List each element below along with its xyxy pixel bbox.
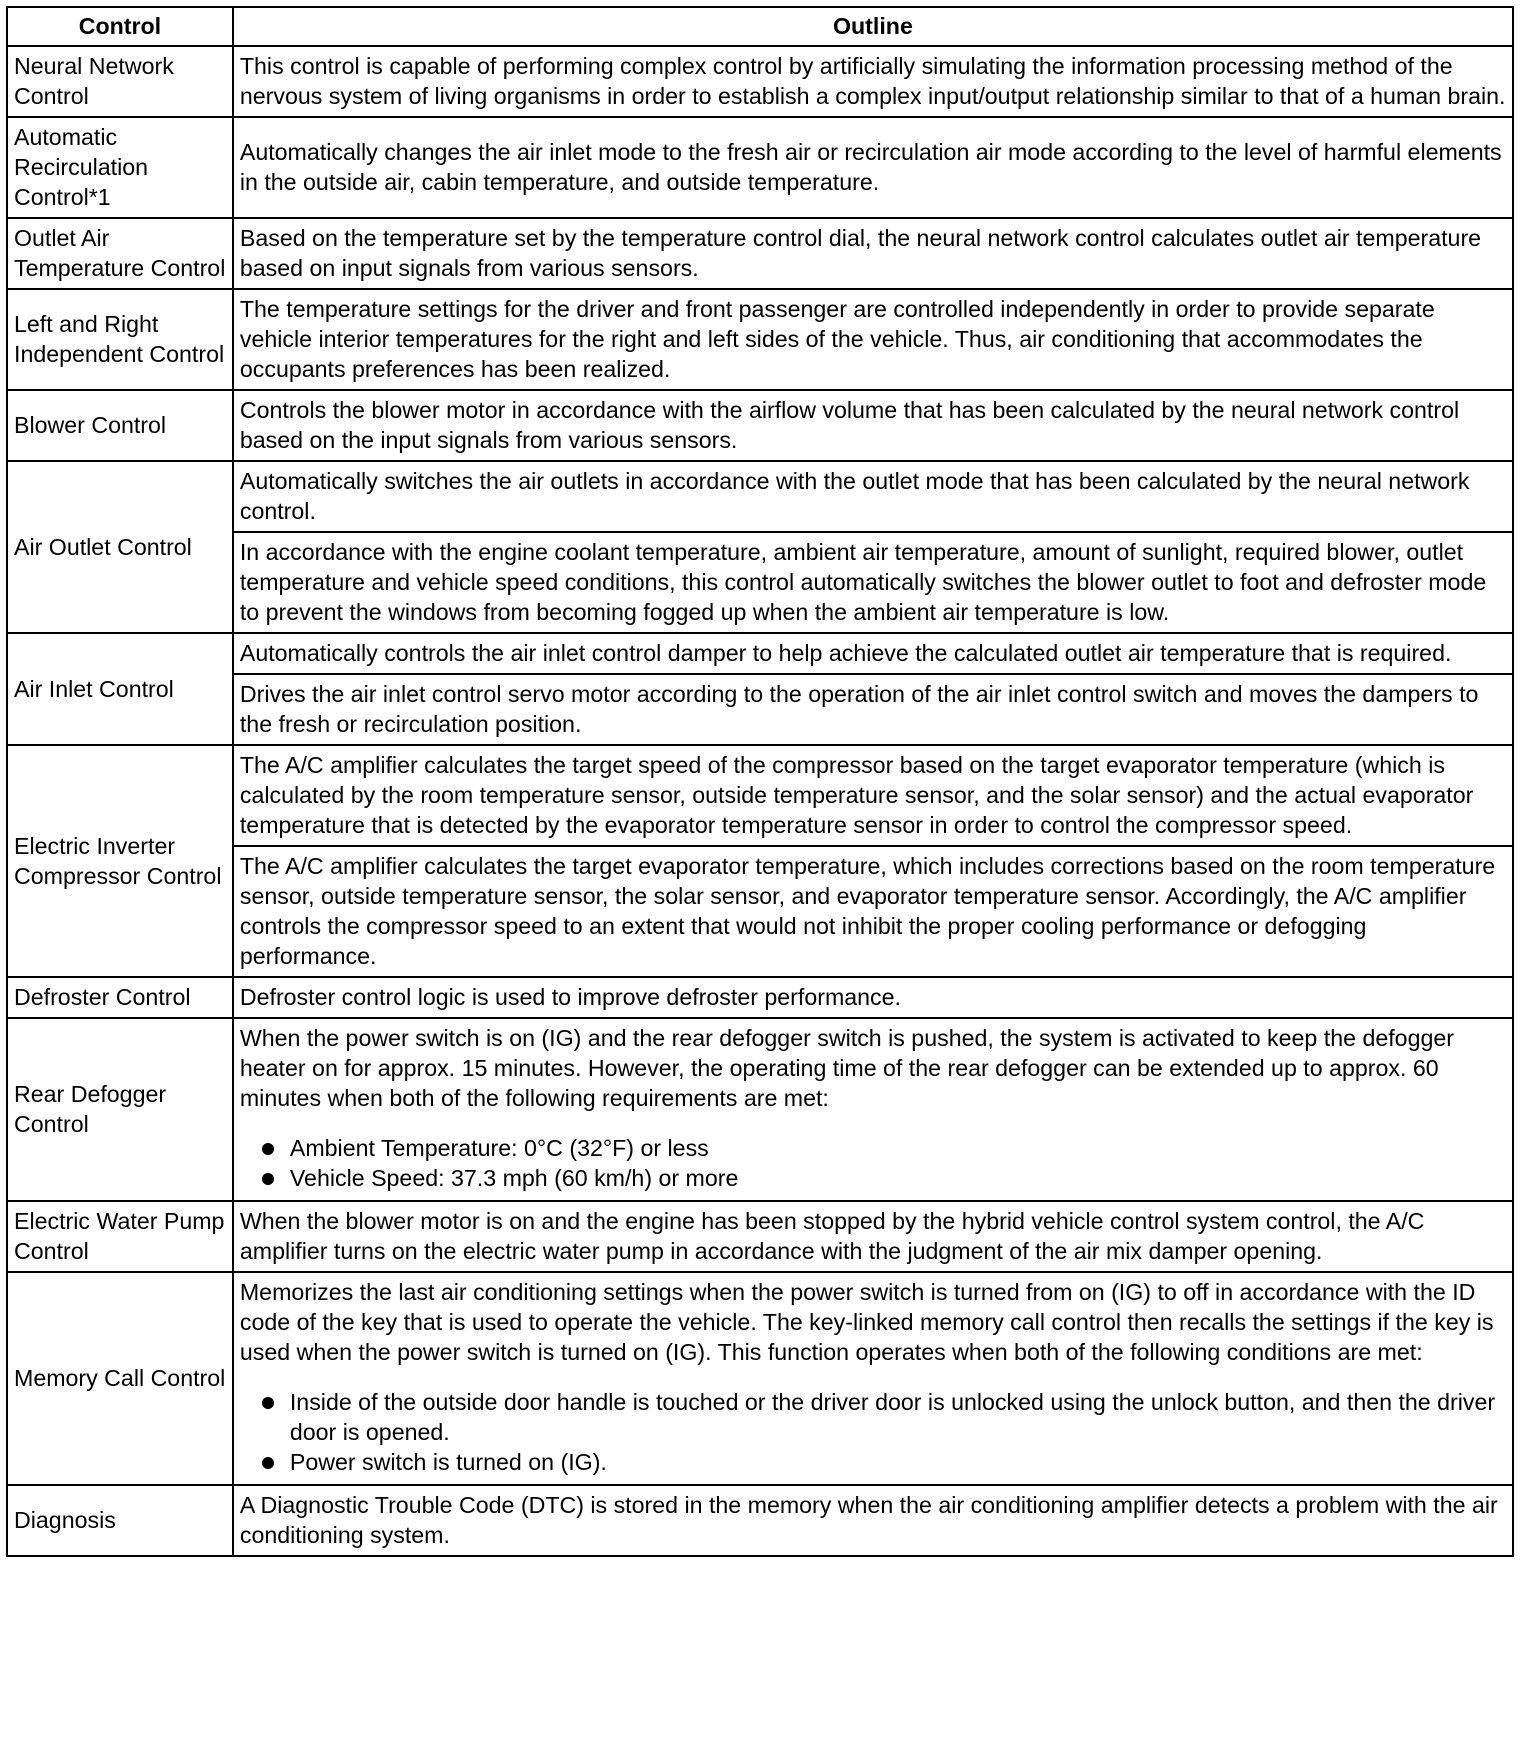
table-row bbox=[7, 1272, 1513, 1485]
table-row bbox=[7, 461, 1513, 532]
control-cell: Electric Inverter Compressor Control bbox=[7, 745, 233, 977]
table-row bbox=[7, 633, 1513, 674]
outline-cell bbox=[233, 977, 1513, 1018]
bullet-item: Ambient Temperature: 0°C (32°F) or less bbox=[262, 1133, 1506, 1163]
table-row bbox=[7, 117, 1513, 218]
control-cell: Automatic Recirculation Control*1 bbox=[7, 117, 233, 218]
outline-cell bbox=[233, 532, 1513, 633]
outline-text: When the blower motor is on and the engine has been stopped by the hybrid vehicle control system control, the A/C amplifier turns on the electric water pump in accordance with the judgment of the air mix damper opening. bbox=[239, 1208, 1425, 1264]
outline-cell bbox=[233, 1485, 1513, 1556]
outline-text: The A/C amplifier calculates the target evaporator temperature, which includes corrections based on the room temperature sensor, outside temperature sensor, the solar sensor, and evaporator temperature sensor. Accordingly, the A/C amplifier controls the compressor speed to an extent that would not inhibit the proper cooling performance or defogging performance. bbox=[239, 853, 1496, 969]
table-row bbox=[7, 1201, 1513, 1272]
table-row bbox=[7, 846, 1513, 977]
control-cell: Left and Right Independent Control bbox=[7, 289, 233, 390]
bullet-item: Inside of the outside door handle is touched or the driver door is unlocked using the unlock button, and then the driver door is opened. bbox=[262, 1387, 1506, 1447]
outline-cell bbox=[233, 46, 1513, 117]
table-row bbox=[7, 1018, 1513, 1201]
header-outline: Outline bbox=[233, 7, 1513, 46]
control-cell: Memory Call Control bbox=[7, 1272, 233, 1485]
outline-cell bbox=[233, 117, 1513, 218]
table-row bbox=[7, 977, 1513, 1018]
control-cell: Rear Defogger Control bbox=[7, 1018, 233, 1201]
outline-text: Based on the temperature set by the temperature control dial, the neural network control calculates outlet air temperature based on input signals from various sensors. bbox=[239, 225, 1482, 281]
table-row bbox=[7, 390, 1513, 461]
outline-cell bbox=[233, 674, 1513, 745]
outline-text: When the power switch is on (IG) and the rear defogger switch is pushed, the system is activated to keep the defogger heater on for approx. 15 minutes. However, the operating time of the rear defogger can be extended up to approx. 60 minutes when both of the following requirements are met: bbox=[239, 1025, 1454, 1111]
table-row bbox=[7, 46, 1513, 117]
outline-cell bbox=[233, 461, 1513, 532]
control-cell: Blower Control bbox=[7, 390, 233, 461]
outline-cell bbox=[233, 289, 1513, 390]
control-cell: Electric Water Pump Control bbox=[7, 1201, 233, 1272]
outline-cell bbox=[233, 1272, 1513, 1485]
table-row bbox=[7, 289, 1513, 390]
outline-text: Controls the blower motor in accordance with the airflow volume that has been calculated by the neural network control based on the input signals from various sensors. bbox=[239, 397, 1460, 453]
outline-text: The temperature settings for the driver and front passenger are controlled independently in order to provide separate vehicle interior temperatures for the right and left sides of the vehicle. Thus, air conditioning that accommodates the occupants preferences has been realized. bbox=[239, 296, 1435, 382]
outline-text: Drives the air inlet control servo motor according to the operation of the air inlet control switch and moves the dampers to the fresh or recirculation position. bbox=[239, 681, 1479, 737]
control-cell: Neural Network Control bbox=[7, 46, 233, 117]
table-row bbox=[7, 532, 1513, 633]
control-cell: Defroster Control bbox=[7, 977, 233, 1018]
control-cell: Outlet Air Temperature Control bbox=[7, 218, 233, 289]
outline-cell bbox=[233, 390, 1513, 461]
outline-text: The A/C amplifier calculates the target speed of the compressor based on the target evaporator temperature (which is calculated by the room temperature sensor, outside temperature sensor, and the solar sensor) and the actual evaporator temperature that is detected by the evaporator temperature sensor in order to control the compressor speed. bbox=[239, 752, 1474, 838]
table-row bbox=[7, 674, 1513, 745]
document-page bbox=[6, 6, 1514, 1557]
table-row bbox=[7, 745, 1513, 846]
outline-cell bbox=[233, 846, 1513, 977]
outline-text: A Diagnostic Trouble Code (DTC) is stored in the memory when the air conditioning amplifier detects a problem with the air conditioning system. bbox=[239, 1492, 1498, 1548]
outline-text: Memorizes the last air conditioning settings when the power switch is turned from on (IG) to off in accordance with the ID code of the key that is used to operate the vehicle. The key-linked memory call control then recalls the settings if the key is used when the power switch is turned on (IG). This function operates when both of the following conditions are met: bbox=[239, 1279, 1494, 1365]
outline-text: This control is capable of performing complex control by artificially simulating the information processing method of the nervous system of living organisms in order to establish a complex input/output relationship similar to that of a human brain. bbox=[239, 53, 1506, 109]
outline-text: Defroster control logic is used to improve defroster performance. bbox=[239, 984, 901, 1010]
controls-table bbox=[6, 6, 1514, 1557]
bullet-item: Vehicle Speed: 37.3 mph (60 km/h) or more bbox=[262, 1163, 1506, 1193]
outline-text: In accordance with the engine coolant temperature, ambient air temperature, amount of sunlight, required blower, outlet temperature and vehicle speed conditions, this control automatically switches the blower outlet to foot and defroster mode to prevent the windows from becoming fogged up when the ambient air temperature is low. bbox=[239, 539, 1487, 625]
outline-cell bbox=[233, 1201, 1513, 1272]
control-cell: Air Inlet Control bbox=[7, 633, 233, 745]
bullet-list bbox=[240, 1387, 1506, 1477]
outline-cell bbox=[233, 633, 1513, 674]
table-body bbox=[7, 46, 1513, 1556]
header-control: Control bbox=[7, 7, 233, 46]
table-row bbox=[7, 218, 1513, 289]
outline-cell bbox=[233, 218, 1513, 289]
control-cell: Air Outlet Control bbox=[7, 461, 233, 633]
control-cell: Diagnosis bbox=[7, 1485, 233, 1556]
header-row bbox=[7, 7, 1513, 46]
outline-text: Automatically switches the air outlets in accordance with the outlet mode that has been calculated by the neural network control. bbox=[239, 468, 1470, 524]
outline-cell bbox=[233, 1018, 1513, 1201]
bullet-item: Power switch is turned on (IG). bbox=[262, 1447, 1506, 1477]
table-row bbox=[7, 1485, 1513, 1556]
outline-text: Automatically changes the air inlet mode to the fresh air or recirculation air mode according to the level of harmful elements in the outside air, cabin temperature, and outside temperature. bbox=[239, 139, 1502, 195]
outline-cell bbox=[233, 745, 1513, 846]
outline-text: Automatically controls the air inlet control damper to help achieve the calculated outlet air temperature that is required. bbox=[239, 640, 1452, 666]
bullet-list bbox=[240, 1133, 1506, 1193]
